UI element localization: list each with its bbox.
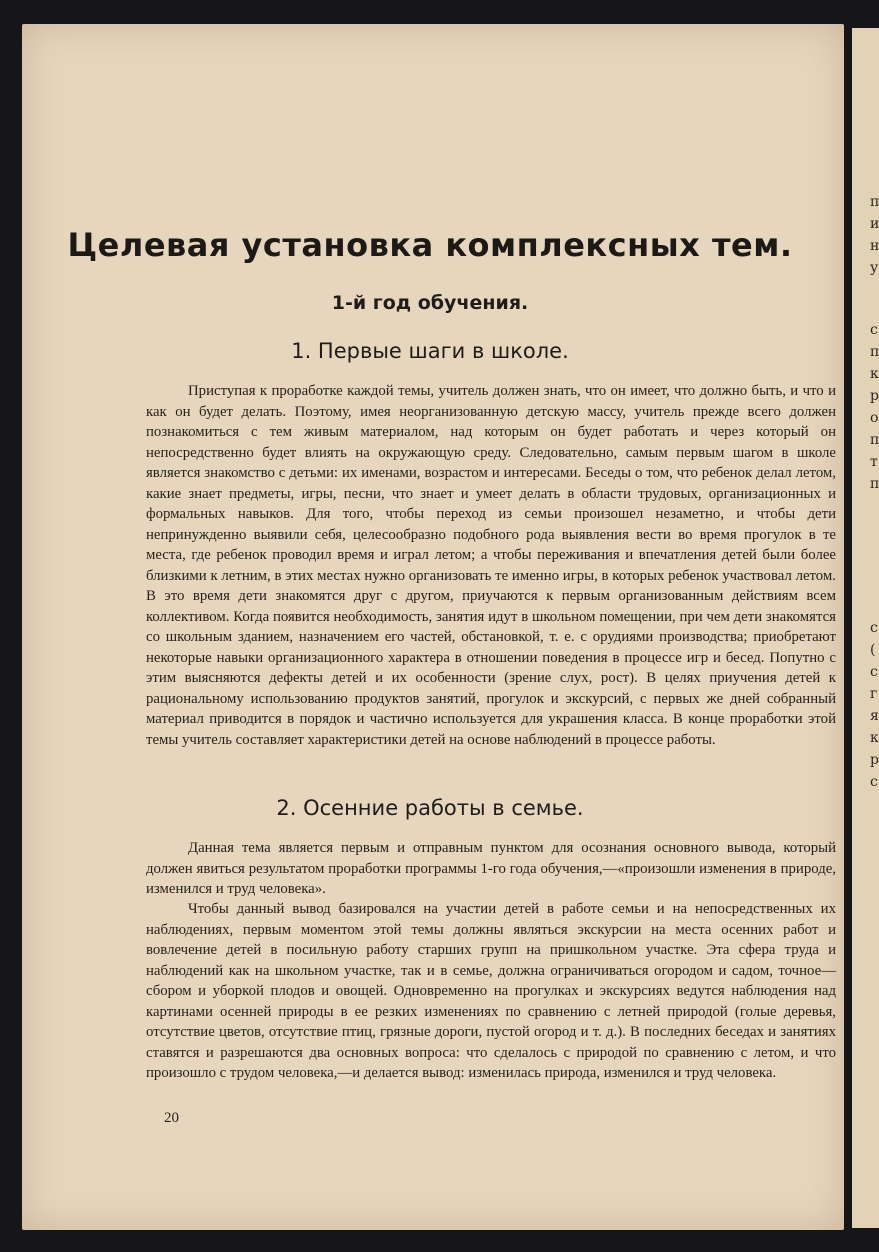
adjacent-page-letter: р — [870, 388, 879, 404]
section-1-heading: 1. Первые шаги в школе. — [291, 339, 569, 363]
section-2-paragraph-2: Чтобы данный вывод базировался на участии детей в работе семьи и на непосредственных их наблюдениях, первым моментом этой темы должны являться экскурсии на места осенних работ и вовлечение детей в посильную работу старших групп на пришкольном участке. Эта сфера труда и наблюдений как на школьном участке, так и в семье, должна ограничиваться огородом и садом, точное—сбором и уборкой плодов и овощей. Одновременно на прогулках и экскурсиях ведутся наблюдения над картинами осенней природы в ее резких изменениях по сравнению с летней природой (голые деревья, отсутствие цветов, отсутствие птиц, грязные дороги, пустой огород и т. д.). В последних беседах и занятиях ставятся и разрешаются два основных вопроса: что сделалось с природой по сравнению с летом, и что произошло с трудом человека,—и делается вывод: изменилась природа, изменился и труд человека. — [146, 901, 836, 1081]
page-number: 20 — [164, 1110, 179, 1126]
adjacent-page-letter: п — [870, 194, 879, 210]
adjacent-page-letter: к — [870, 366, 879, 382]
adjacent-page-edge — [852, 28, 879, 1228]
page-subtitle: 1-й год обучения. — [331, 292, 529, 314]
adjacent-page-letter: к — [870, 730, 879, 746]
adjacent-page-letter: с — [870, 774, 878, 790]
page-title: Целевая установка комплексных тем. — [67, 226, 793, 264]
adjacent-page-letter: у — [870, 260, 879, 276]
adjacent-page-letter: п — [870, 476, 879, 492]
adjacent-page-letter: с — [870, 620, 878, 636]
section-2-paragraph-1: Данная тема является первым и отправным пунктом для осознания основного вывода, который должен явиться результатом проработки программы 1-го года обучения,—«произошли изменения в природе, изменился и труд человека». — [146, 840, 836, 897]
adjacent-page-letter: с — [870, 664, 878, 680]
adjacent-page-letter: с — [870, 322, 878, 338]
adjacent-page-letter: п — [870, 344, 879, 360]
adjacent-page-letter: п — [870, 432, 879, 448]
adjacent-page-letter: р — [870, 752, 879, 768]
section-1-paragraph: Приступая к проработке каждой темы, учитель должен знать, что он имеет, что должно быть, и что и как он будет делать. Поэтому, имея неорганизованную детскую массу, учитель прежде всего должен познакомиться с тем живым материалом, над которым он будет работать и через который он непосредственно будет влиять на окружающую среду. Следовательно, самым первым шагом в школе является знакомство с детьми: их именами, возрастом и интересами. Беседы о том, что ребенок делал летом, какие знает предметы, игры, песни, что знает и умеет делать в области трудовых, организационных и формальных навыков. Для того, чтобы переход из семьи произошел незаметно, и чтобы дети непринужденно выявили себя, целесообразно подобного рода выявления вести во время прогулок в те места, где ребенок проводил время и играл летом; а чтобы переживания и впечатления детей были более близкими к летним, в этих местах нужно организовать те именно игры, в которых ребенок участвовал летом. В это время дети знакомятся друг с другом, приучаются к первым организованным действиям всем коллективом. Когда появится необходимость, занятия идут в школьном помещении, при чем дети знакомятся со школьным зданием, назначением его частей, обстановкой, т. е. с орудиями производства; приобретают некоторые навыки организационного характера в отношении поведения в процессе игр и бесед. Попутно с этим выясняются дефекты детей и их особенности (зрение слух, рост). В целях приучения детей к рациональному использованию продуктов занятий, прогулок и экскурсий, с первых же дней собранный материал приводится в порядок и частично используется для украшения класса. В конце проработки этой темы учитель составляет характеристики детей на основе наблюдений в процессе работы. — [146, 383, 836, 748]
adjacent-page-letter: н — [870, 238, 879, 254]
adjacent-page-letter: т — [870, 454, 878, 470]
adjacent-page-letter: г — [870, 686, 878, 702]
adjacent-page-letter: о — [870, 410, 879, 426]
adjacent-page-letter: и — [870, 216, 879, 232]
section-2-heading: 2. Осенние работы в семье. — [276, 796, 584, 820]
adjacent-page-letter: я — [870, 708, 879, 724]
adjacent-page-letter: ( — [870, 642, 876, 658]
